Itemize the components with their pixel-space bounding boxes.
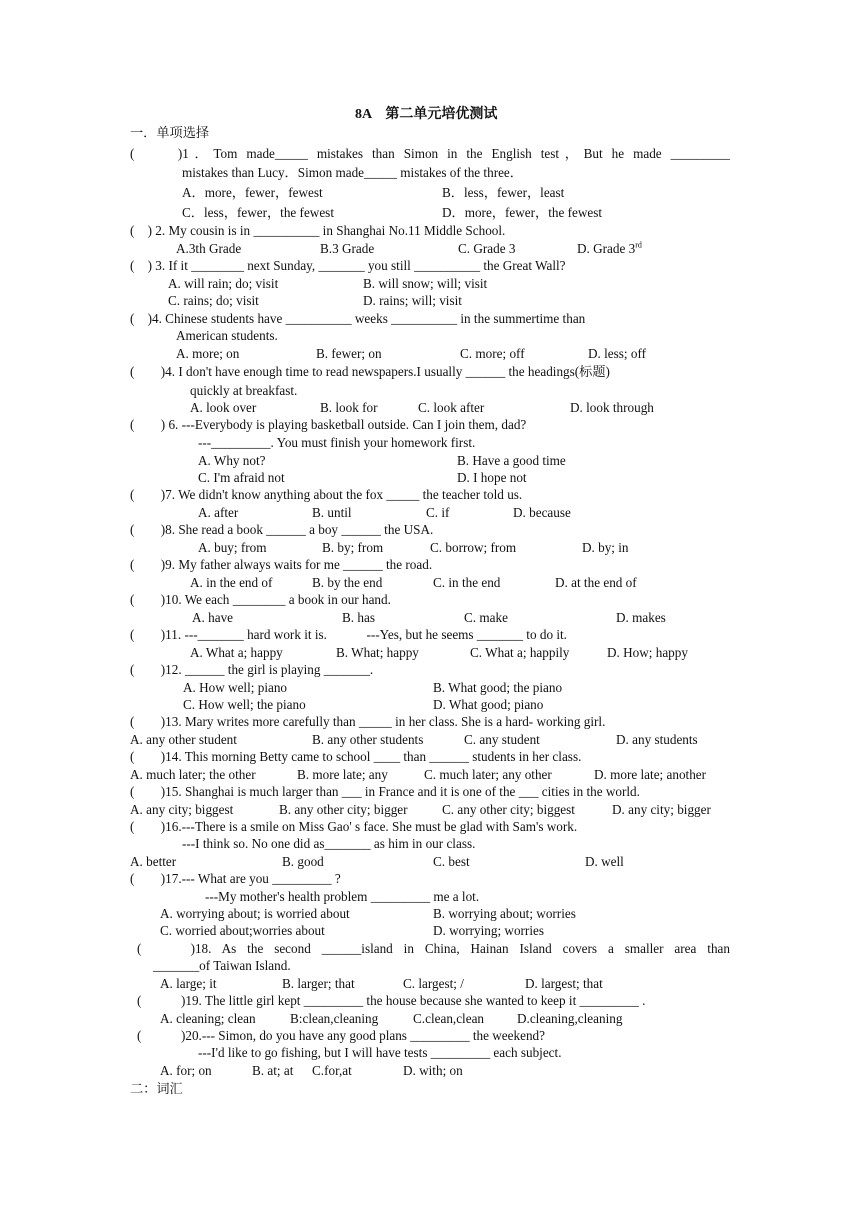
answer-option: C. borrow; from [430, 540, 517, 555]
question-stem: ( )8. She read a book ______ a boy ______ the USA. [130, 522, 434, 537]
answer-option: B. at; at [252, 1063, 294, 1078]
answer-option: B. What; happy [336, 645, 419, 660]
answer-option: D. because [513, 505, 571, 520]
question-stem: ( )9. My father always waits for me ______ the road. [130, 557, 433, 572]
question-stem: ( )13. Mary writes more carefully than _____ in her class. She is a hard- working girl. [130, 714, 606, 729]
question-stem: ---My mother's health problem _________ me a lot. [205, 889, 480, 904]
answer-option: C. largest; / [403, 976, 464, 991]
answer-option: D. largest; that [525, 976, 603, 991]
answer-option: B. worrying about; worries [433, 906, 576, 921]
answer-option: D. makes [616, 610, 666, 625]
question-stem: ---I'd like to go fishing, but I will have tests _________ each subject. [198, 1045, 562, 1060]
answer-option: D. I hope not [457, 470, 527, 485]
question-stem: ( )15. Shanghai is much larger than ___ in France and it is one of the ___ cities in the world. [130, 784, 640, 799]
answer-option: D. worrying; worries [433, 923, 544, 938]
answer-option: A. after [198, 505, 239, 520]
answer-option: A. more; on [176, 346, 240, 361]
answer-option: D.cleaning,cleaning [517, 1011, 623, 1026]
answer-option: B. more late; any [297, 767, 388, 782]
answer-option: B. by the end [312, 575, 383, 590]
answer-option: C. How well; the piano [183, 697, 306, 712]
answer-option: D．more，fewer，the fewest [442, 205, 603, 220]
answer-option: A. look over [190, 400, 257, 415]
answer-option: B. What good; the piano [433, 680, 563, 695]
answer-option: A. any city; biggest [130, 802, 234, 817]
answer-option: A. in the end of [190, 575, 273, 590]
answer-option: D. any city; bigger [612, 802, 711, 817]
question-stem: ( ) 3. If it ________ next Sunday, _______ you still __________ the Great Wall? [130, 258, 566, 273]
question-stem: ( )12. ______ the girl is playing _______. [130, 662, 374, 677]
superscript: rd [635, 240, 642, 250]
answer-option: A. will rain; do; visit [168, 276, 279, 291]
answer-option: C. in the end [433, 575, 501, 590]
answer-option: D. well [585, 854, 624, 869]
answer-option: A．more，fewer，fewest [182, 185, 323, 200]
question-stem: ( )18. As the second ______island in China, Hainan Island covers a smaller area than [137, 941, 730, 956]
answer-option: A. large; it [160, 976, 217, 991]
question-stem: quickly at breakfast. [190, 383, 298, 398]
question-stem: ---I think so. No one did as_______ as him in our class. [182, 836, 476, 851]
question-stem: ( )4. I don't have enough time to read newspapers.I usually ______ the headings(标题) [130, 364, 610, 379]
answer-option: B. look for [320, 400, 378, 415]
answer-option: C. any other city; biggest [442, 802, 575, 817]
answer-option: D. more late; another [594, 767, 707, 782]
answer-option: D. less; off [588, 346, 646, 361]
answer-option: C. worried about;worries about [160, 923, 325, 938]
answer-option: A. worrying about; is worried about [160, 906, 350, 921]
answer-option: B. will snow; will; visit [363, 276, 488, 291]
question-stem: mistakes than Lucy．Simon made_____ mistakes of the three． [182, 165, 523, 180]
answer-option: B. by; from [322, 540, 384, 555]
section-heading: 二：词汇 [130, 1081, 183, 1096]
answer-option: D. with; on [403, 1063, 463, 1078]
answer-option: C.clean,clean [413, 1011, 485, 1026]
question-stem: ( )4. Chinese students have __________ weeks __________ in the summertime than [130, 311, 586, 326]
answer-option: A. have [192, 610, 234, 625]
answer-option: B. Have a good time [457, 453, 566, 468]
question-stem: ( )17.--- What are you _________ ? [130, 871, 341, 886]
answer-option: C. I'm afraid not [198, 470, 285, 485]
question-stem: ( )20.--- Simon, do you have any good plans _________ the weekend? [137, 1028, 546, 1043]
answer-option: A. much later; the other [130, 767, 256, 782]
answer-option: A. better [130, 854, 177, 869]
answer-option: A. How well; piano [183, 680, 288, 695]
question-stem: ( )10. We each ________ a book in our hand. [130, 592, 391, 607]
question-stem: ( )7. We didn't know anything about the fox _____ the teacher told us. [130, 487, 523, 502]
question-stem: ---_________. You must finish your homework first. [198, 435, 476, 450]
answer-option: C. rains; do; visit [168, 293, 259, 308]
answer-option [577, 240, 642, 257]
question-stem: ( )1．Tom made_____ mistakes than Simon in the English test，But he made _________ [130, 146, 730, 161]
answer-option: A.3th Grade [176, 241, 242, 256]
answer-option: D. look through [570, 400, 654, 415]
answer-option: B. until [312, 505, 352, 520]
answer-option: B. fewer; on [316, 346, 382, 361]
section-heading: 一．单项选择 [130, 125, 210, 140]
answer-option: A. for; on [160, 1063, 212, 1078]
answer-option: D. rains; will; visit [363, 293, 462, 308]
answer-option: C. if [426, 505, 450, 520]
answer-option: C．less，fewer，the fewest [182, 205, 334, 220]
answer-option: B. any other city; bigger [279, 802, 408, 817]
answer-option-text: D. Grade 3 [577, 241, 636, 256]
answer-option: B:clean,cleaning [290, 1011, 379, 1026]
answer-option: C. make [464, 610, 508, 625]
answer-option: B．less，fewer，least [442, 185, 565, 200]
answer-option: C. much later; any other [424, 767, 552, 782]
answer-option: A. What a; happy [190, 645, 283, 660]
answer-option: C. any student [464, 732, 540, 747]
question-stem: ( ) 2. My cousin is in __________ in Shanghai No.11 Middle School. [130, 223, 506, 238]
answer-option: B. larger; that [282, 976, 355, 991]
answer-option: C. look after [418, 400, 485, 415]
answer-option: C. best [433, 854, 470, 869]
answer-option: A. Why not? [198, 453, 266, 468]
answer-option: D. any students [616, 732, 698, 747]
document-title: 8A 第二单元培优测试 [355, 107, 498, 122]
question-stem: ( )14. This morning Betty came to school ____ than ______ students in her class. [130, 749, 582, 764]
answer-option: A. buy; from [198, 540, 267, 555]
question-stem: _______of Taiwan Island. [153, 958, 291, 973]
answer-option: C.for,at [312, 1063, 352, 1078]
answer-option: A. cleaning; clean [160, 1011, 256, 1026]
answer-option: C. Grade 3 [458, 241, 516, 256]
answer-option: A. any other student [130, 732, 237, 747]
question-stem: ( ) 6. ---Everybody is playing basketball outside. Can I join them, dad? [130, 417, 527, 432]
answer-option: B. any other students [312, 732, 424, 747]
answer-option: D. What good; piano [433, 697, 544, 712]
answer-option: D. by; in [582, 540, 629, 555]
question-stem: ( )11. ---_______ hard work it is. ---Yes, but he seems _______ to do it. [130, 627, 567, 642]
answer-option: B.3 Grade [320, 241, 375, 256]
answer-option: D. at the end of [555, 575, 637, 590]
question-stem: ( )16.---There is a smile on Miss Gao' s face. She must be glad with Sam's work. [130, 819, 578, 834]
answer-option: D. How; happy [607, 645, 688, 660]
question-stem: ( )19. The little girl kept _________ the house because she wanted to keep it _________ . [137, 993, 646, 1008]
answer-option: C. more; off [460, 346, 525, 361]
question-stem: American students. [176, 328, 278, 343]
answer-option: C. What a; happily [470, 645, 570, 660]
answer-option: B. good [282, 854, 324, 869]
answer-option: B. has [342, 610, 375, 625]
